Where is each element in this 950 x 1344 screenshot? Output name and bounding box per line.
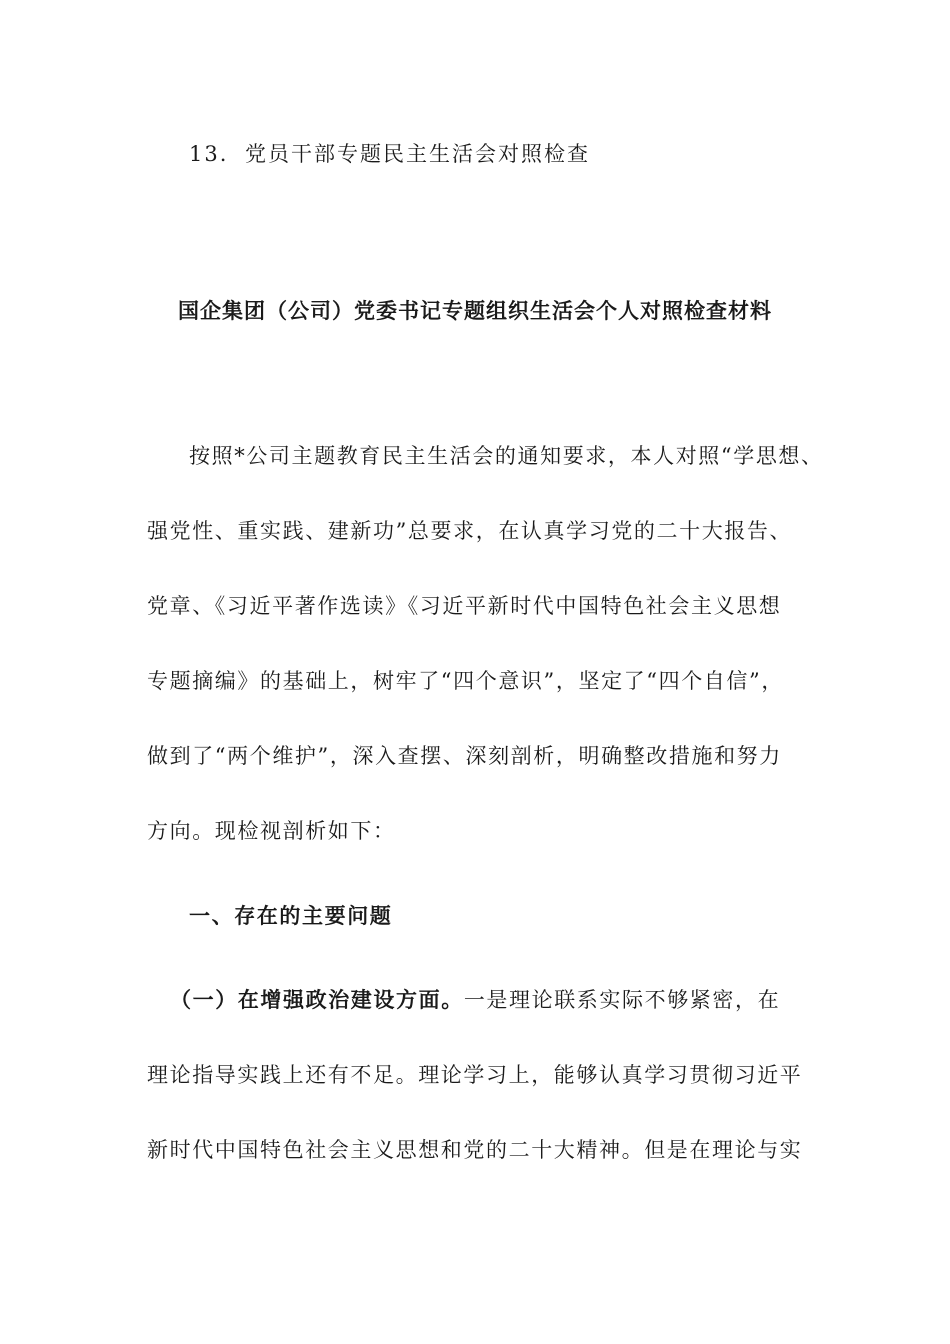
intro-line-6: 方向。现检视剖析如下：: [147, 819, 396, 843]
document-title: 国企集团（公司）党委书记专题组织生活会个人对照检查材料: [178, 298, 772, 323]
intro-line-2: 强党性、重实践、建新功”总要求，在认真学习党的二十大报告、: [147, 519, 793, 543]
toc-title: 党员干部专题民主生活会对照检查: [245, 142, 590, 166]
intro-line-5: 做到了“两个维护”，深入查摆、深刻剖析，明确整改措施和努力: [147, 744, 782, 768]
subsection-line-2: 理论指导实践上还有不足。理论学习上，能够认真学习贯彻习近平: [147, 1063, 803, 1087]
intro-line-1: 按照*公司主题教育民主生活会的通知要求，本人对照“学思想、: [189, 444, 824, 468]
subsection-first-line-text: 一是理论联系实际不够紧密，在: [463, 988, 781, 1012]
toc-number: 13.: [189, 142, 229, 166]
intro-line-4: 专题摘编》的基础上，树牢了“四个意识”，坚定了“四个自信”，: [147, 669, 784, 693]
intro-line-3: 党章、《习近平著作选读》《习近平新时代中国特色社会主义思想: [147, 594, 782, 618]
subsection-first-line: [170, 984, 780, 1014]
subsection-line-3: 新时代中国特色社会主义思想和党的二十大精神。但是在理论与实: [147, 1138, 803, 1162]
subsection-label: （一）在增强政治建设方面。: [170, 987, 464, 1012]
section-heading: 一、存在的主要问题: [189, 903, 393, 928]
toc-entry: [189, 138, 590, 168]
